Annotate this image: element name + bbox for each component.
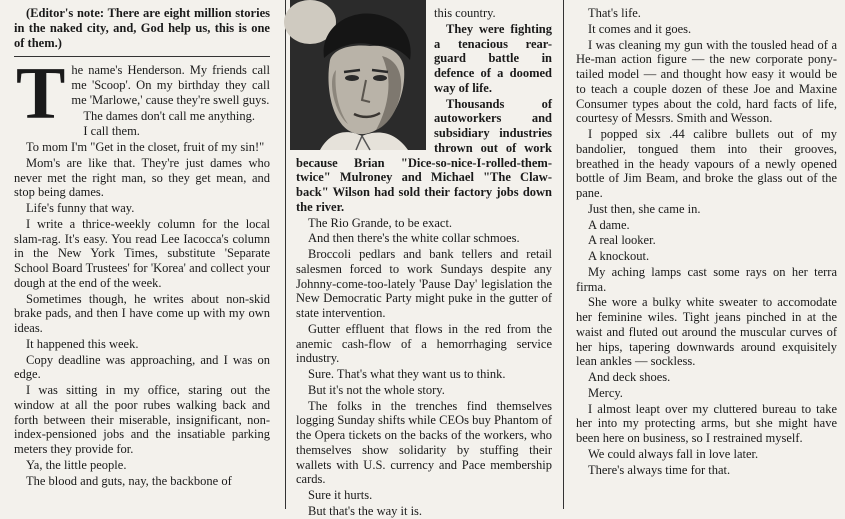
paragraph: I was sitting in my office, staring out the window at all the poor rubes walking back and forth between their miserable, insignificant, non-index-pensioned jobs and the insatiable parking meters they provide for. <box>14 383 270 456</box>
paragraph: We could always fall in love later. <box>588 446 759 461</box>
paragraph: Broccoli pedlars and bank tellers and retail salesmen forced to work Sundays despite any Johnny-come-too-lately 'Pause Day' legislation the New Democratic Party might puke in the gutter of state intervention. <box>296 247 552 320</box>
editor-note: (Editor's note: There are eight million stories in the naked city, and, God help us, this is one of them.) <box>14 6 270 50</box>
paragraph: That's life. <box>588 6 641 20</box>
article-column-1 <box>0 0 280 509</box>
article-column-3 <box>568 0 845 509</box>
paragraph: My aching lamps cast some rays on her terra firma. <box>576 264 837 294</box>
paragraph: Mom's are like that. They're just dames who never met the right man, so they get mean, and stop being dames. <box>14 155 270 200</box>
paragraph: I almost leapt over my cluttered bureau to take her into my protecting arms, but she might have been here on business, so I restrained myself. <box>576 401 837 445</box>
column-rule <box>285 0 286 509</box>
paragraph: Thousands of autoworkers and subsidiary industries thrown out of work because Brian "Dice-so-nice-I-rolled-them-twice" Mulroney and Michael "The Claw-back" Wilson had sold their factory jobs down the river. <box>296 96 552 214</box>
paragraph: Mercy. <box>588 385 623 400</box>
paragraph: The folks in the trenches find themselves logging Sunday shifts while CEOs buy Phantom of the Opera tickets on the backs of the workers, who themselves show solidarity by stuffing their wallets with U.S. currency and Pace membership cards. <box>296 398 552 487</box>
paragraph: But it's not the whole story. <box>308 382 445 397</box>
paragraph: I was cleaning my gun with the tousled head of a He-man action figure — the new corporate pony-tailed model — and thought how easy it would be to teach a couple dozen of these Joe and Maxine Consumer types about the cold, hard facts of life, courtesy of Messrs. Smith and Wesson. <box>576 37 837 126</box>
opening-paragraph-text: he name's Henderson. My friends call me 'Scoop'. On my birthday they call me 'Marlowe,' cause they're swell guys. <box>71 63 270 107</box>
paragraph: They were fighting a tenacious rear-guard battle in defence of a doomed way of life. <box>434 21 552 95</box>
paragraph: The dames don't call me anything. <box>83 108 256 123</box>
portrait-photo-icon <box>290 0 426 150</box>
paragraph: And then there's the white collar schmoes. <box>308 231 520 246</box>
paragraph: A real looker. <box>588 233 656 248</box>
paragraph: I write a thrice-weekly column for the local slam-rag. It's easy. You read Lee Iacocca's column in the New York Times, substitute 'Separate School Board Trustees' for 'Korea' and collect your dough at the end of the week. <box>14 216 270 290</box>
paragraph: The blood and guts, nay, the backbone of <box>26 473 232 488</box>
paragraph: To mom I'm "Get in the closet, fruit of my sin!" <box>26 140 265 154</box>
paragraph: A dame. <box>588 217 630 232</box>
column-rule <box>563 0 564 509</box>
paragraph: Sometimes though, he writes about non-skid brake pads, and then I have come up with my own ideas. <box>14 291 270 335</box>
paragraph: But that's the way it is. <box>308 503 423 518</box>
paragraph: Sure. That's what they want us to think. <box>308 367 506 381</box>
paragraph: Life's funny that way. <box>26 201 135 215</box>
paragraph: Copy deadline was approaching, and I was on edge. <box>14 352 270 382</box>
paragraph: I call them. <box>83 124 140 139</box>
paragraph: Just then, she came in. <box>588 201 701 216</box>
paragraph: The Rio Grande, to be exact. <box>308 215 453 230</box>
paragraph: Gutter effluent that flows in the red from the anemic cash-flow of a hemorrhaging service industry. <box>296 321 552 366</box>
paragraph: Ya, the little people. <box>26 457 127 472</box>
paragraph: It comes and it goes. <box>588 21 692 36</box>
author-portrait-photo <box>290 0 426 150</box>
paragraph: Sure it hurts. <box>308 488 373 502</box>
paragraph: And deck shoes. <box>588 370 671 384</box>
paragraph: A knockout. <box>588 249 650 263</box>
paragraph: I popped six .44 calibre bullets out of my bandolier, tongued them into their grooves, breathed in the heady vapours of a newly opened bottle of Jim Beam, and broke the glass out of the pane. <box>576 127 837 200</box>
paragraph: There's always time for that. <box>588 462 731 477</box>
paragraph: She wore a bulky white sweater to accomodate her feminine wiles. Tight jeans pinched in at the waist and fluted out around the muscular curves of her hips, tapering downwards around exquisitely lean ankles — sockless. <box>576 295 837 369</box>
paragraph: It happened this week. <box>26 336 139 351</box>
article-column-2 <box>290 0 558 518</box>
drop-cap: T <box>16 53 66 136</box>
paragraph: this country. <box>434 6 496 20</box>
